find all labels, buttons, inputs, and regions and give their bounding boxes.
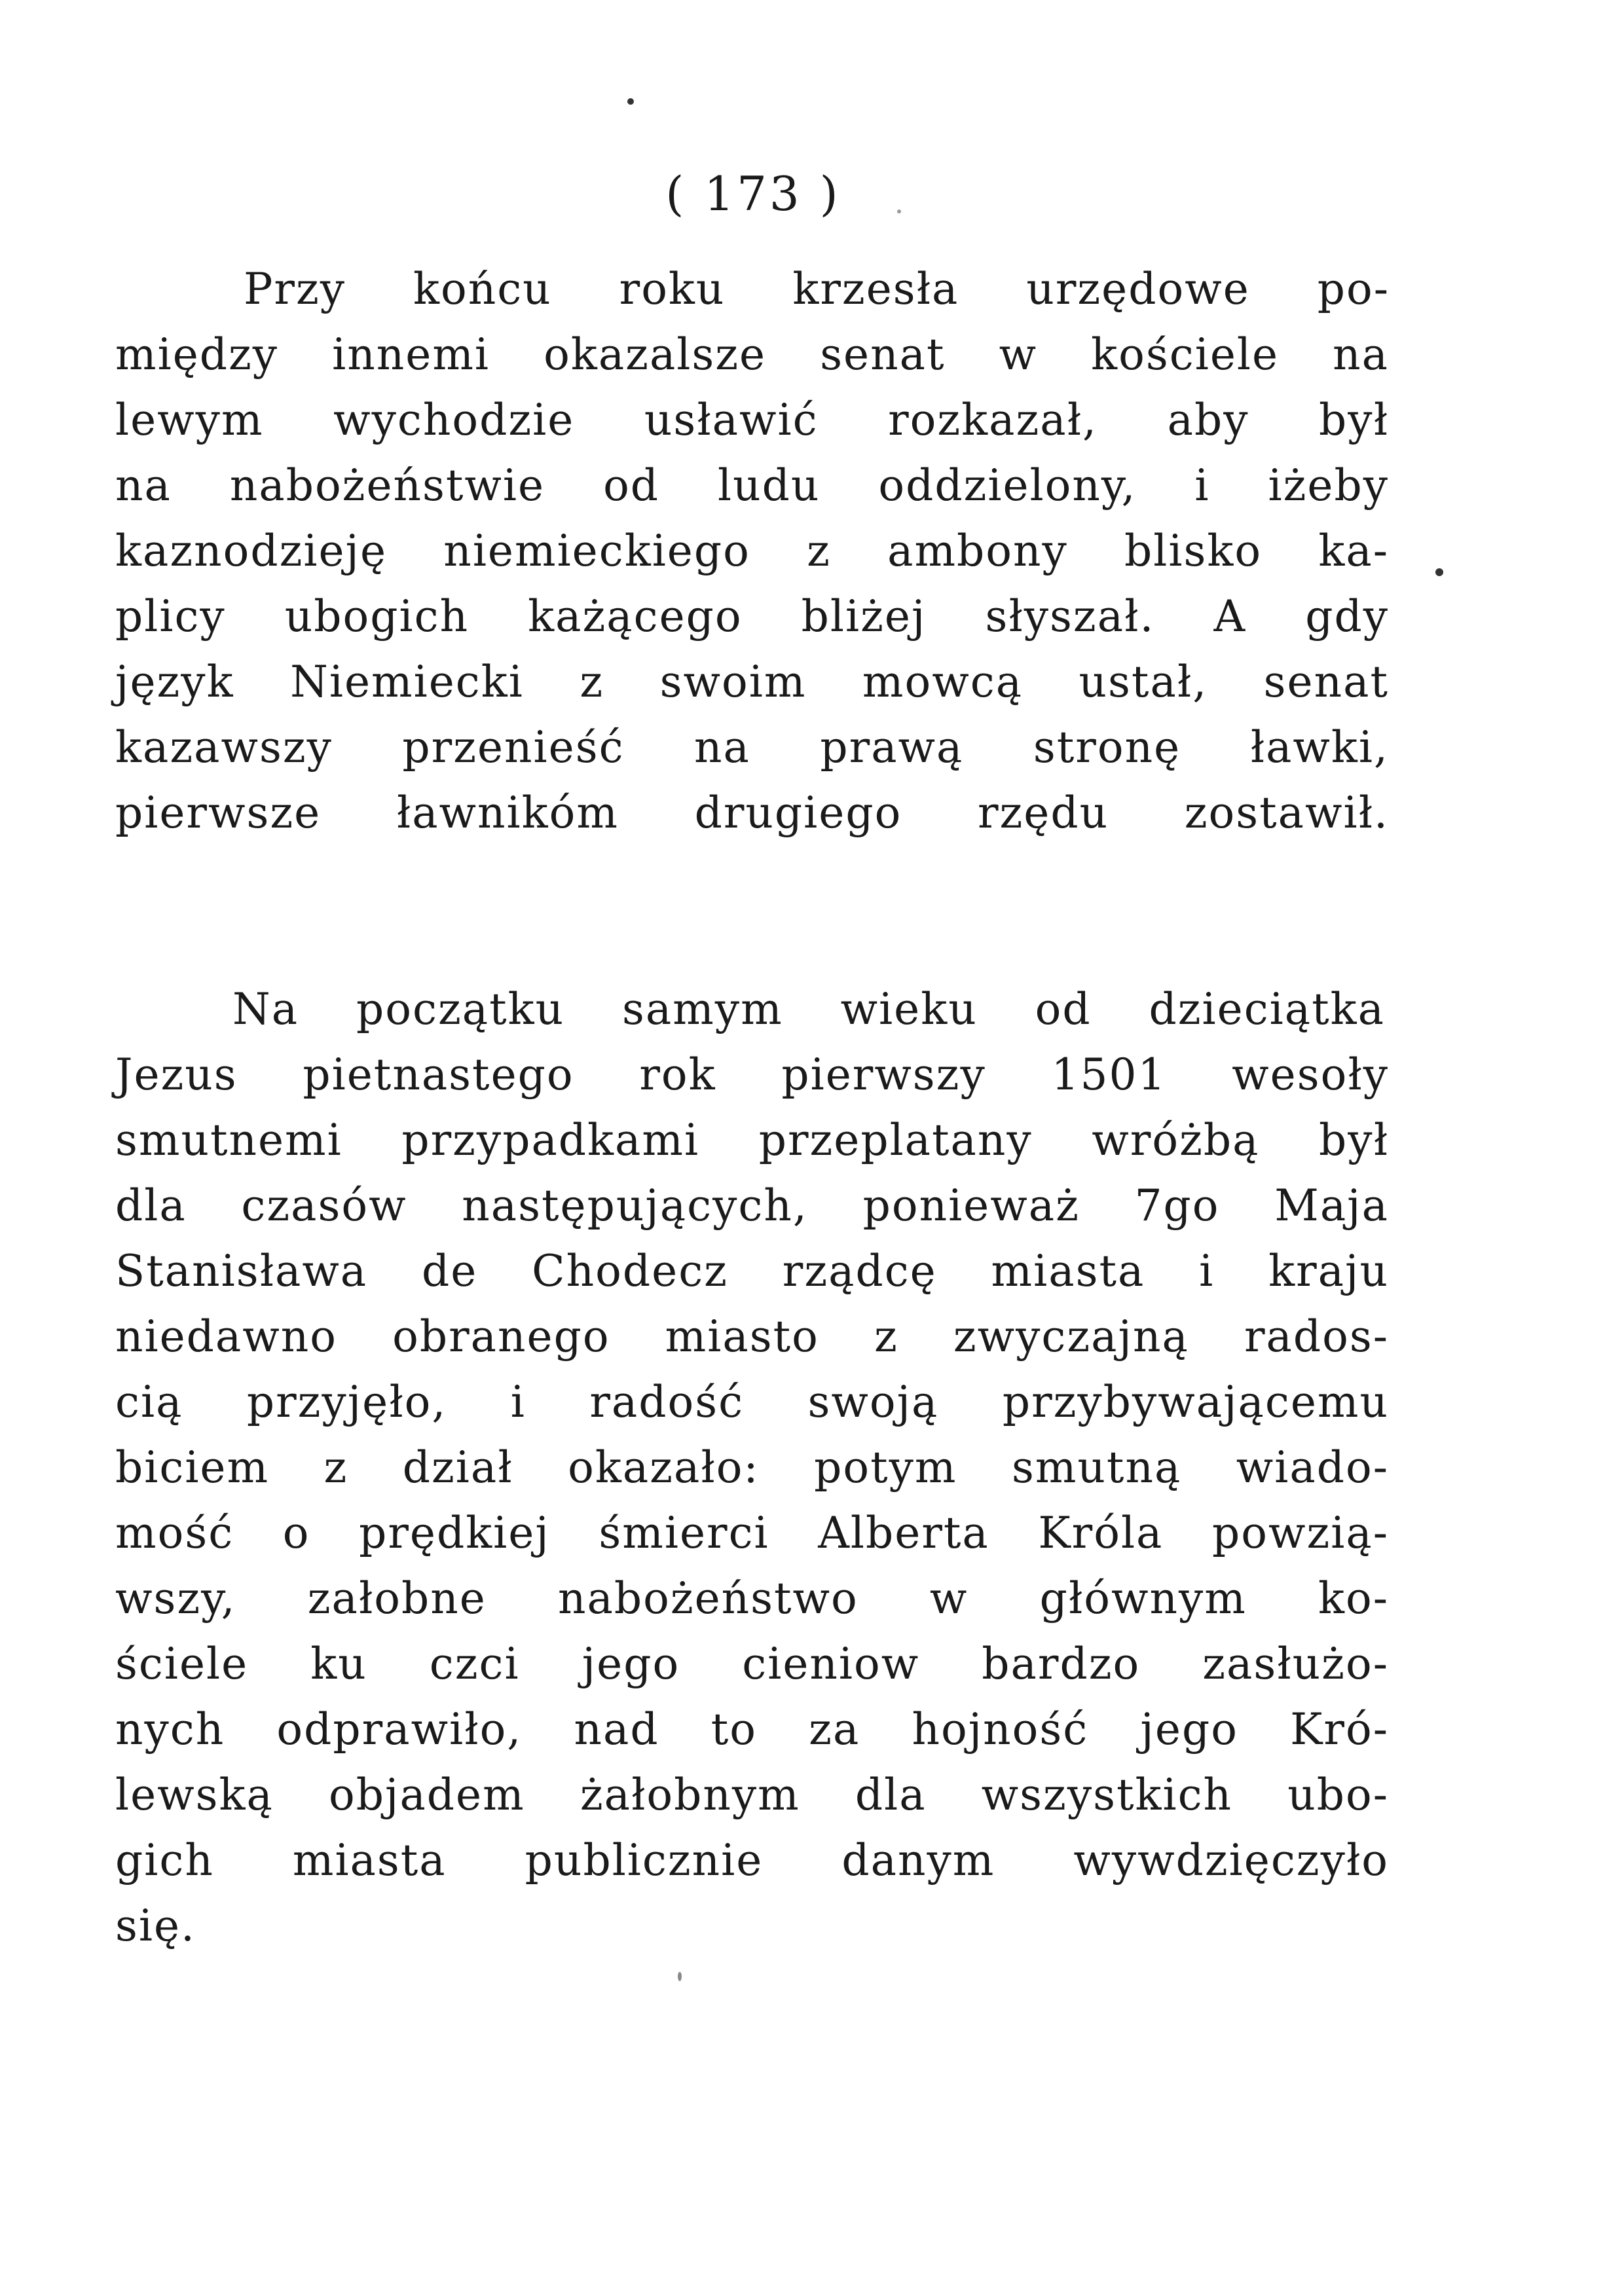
text-line: kaznodzieję niemieckiego z ambony blisko ka- [115, 526, 1389, 576]
text-line: ściele ku czci jego cieniow bardzo zasłużo- [115, 1639, 1389, 1689]
text-line: nych odprawiło, nad to za hojność jego Kró- [115, 1704, 1389, 1755]
text-line: mość o prędkiej śmierci Alberta Króla powzią- [115, 1508, 1389, 1558]
scan-speck [897, 210, 901, 213]
text-line: Jezus pietnastego rok pierwszy 1501 wesoły [115, 1049, 1389, 1100]
text-line: niedawno obranego miasto z zwyczajną rados- [115, 1311, 1389, 1362]
text-line: się. [115, 1901, 196, 1951]
text-line: język Niemiecki z swoim mowcą ustał, senat [115, 657, 1389, 707]
text-line: gich miasta publicznie danym wywdzięczyło [115, 1835, 1389, 1886]
text-line: Przy końcu roku krzesła urzędowe po- [244, 264, 1390, 314]
text-line: plicy ubogich każącego bliżej słyszał. A gdy [115, 591, 1389, 642]
text-line: biciem z dział okazało: potym smutną wiado- [115, 1442, 1389, 1493]
text-line: na nabożeństwie od ludu oddzielony, i iżeby [115, 460, 1389, 511]
text-line: lewską objadem żałobnym dla wszystkich ubo- [115, 1770, 1389, 1820]
text-line: Stanisława de Chodecz rządcę miasta i kraju [115, 1246, 1389, 1296]
text-line: wszy, załobne nabożeństwo w głównym ko- [115, 1573, 1389, 1624]
text-line: pierwsze ławnikóm drugiego rzędu zostawił. [115, 788, 1389, 838]
text-line: cią przyjęło, i radość swoją przybywającemu [115, 1377, 1389, 1427]
text-line: między innemi okazalsze senat w kościele na [115, 329, 1389, 380]
text-line: lewym wychodzie usławić rozkazał, aby był [115, 395, 1389, 445]
text-line: Na początku samym wieku od dzieciątka [232, 984, 1385, 1034]
text-line: smutnemi przypadkami przeplatany wróżbą był [115, 1115, 1389, 1165]
text-line: dla czasów następujących, ponieważ 7go Maja [115, 1180, 1389, 1231]
page-number: ( 173 ) [665, 166, 841, 221]
scan-speck [627, 98, 634, 105]
scan-speck [1435, 568, 1443, 576]
scan-speck [678, 1972, 682, 1981]
text-line: kazawszy przenieść na prawą stronę ławki, [115, 722, 1389, 773]
